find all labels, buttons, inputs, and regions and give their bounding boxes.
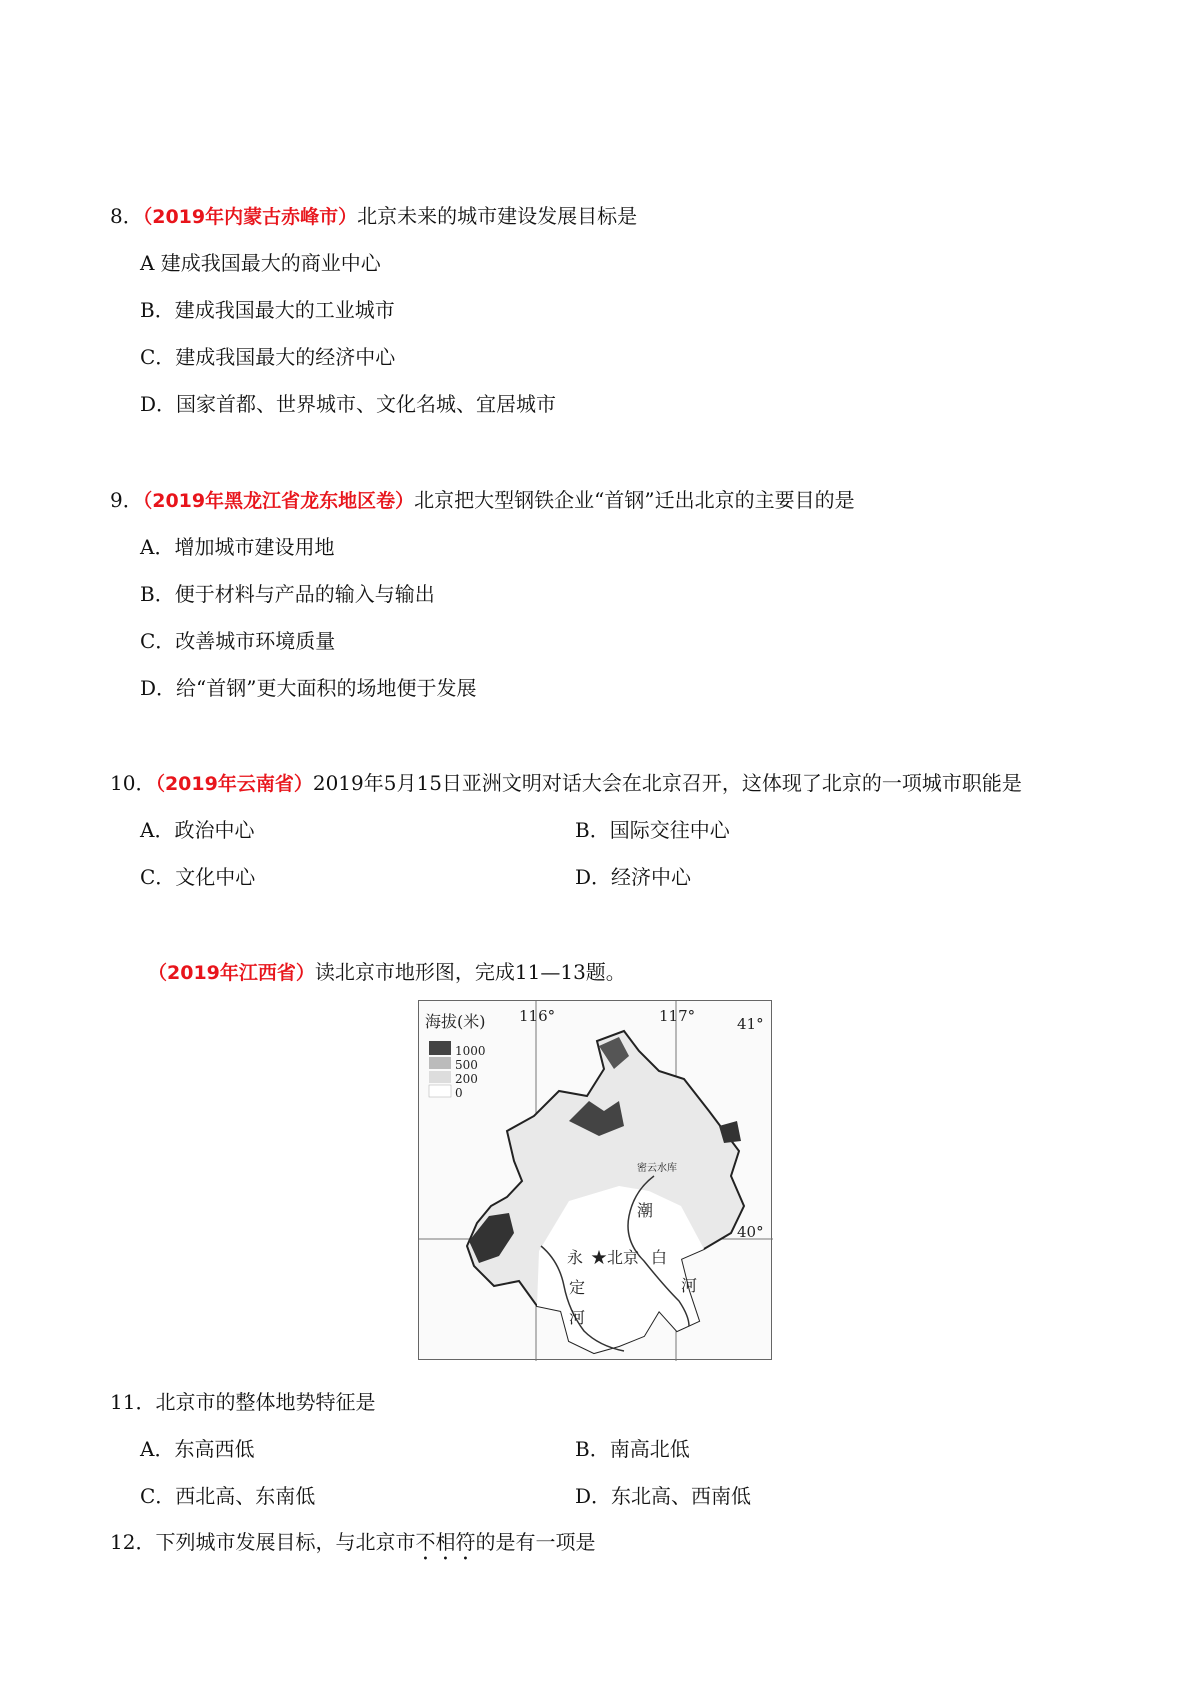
q10-option-d[interactable]: D．经济中心 xyxy=(575,865,692,889)
q11-option-c[interactable]: C．西北高、东南低 xyxy=(140,1484,316,1508)
question-11-stem xyxy=(110,1388,375,1416)
legend-label-1000: 1000 xyxy=(455,1044,486,1058)
question-number: 9． xyxy=(110,488,143,512)
question-source: （2019年内蒙古赤峰市） xyxy=(142,206,358,228)
map-intro xyxy=(148,958,626,987)
intro-text: 读北京市地形图，完成11—13题。 xyxy=(314,960,626,984)
question-number: 10． xyxy=(110,771,156,795)
question-8-stem xyxy=(110,202,637,231)
emphasis-text: 不相符 xyxy=(415,1530,476,1554)
bai-label: 白 xyxy=(651,1248,668,1267)
q10-option-a[interactable]: A．政治中心 xyxy=(140,818,255,842)
legend-swatch-500 xyxy=(429,1057,451,1069)
beijing-terrain-map xyxy=(418,1000,772,1360)
lat-label-40: 40° xyxy=(737,1223,764,1241)
he-label: 河 xyxy=(681,1276,698,1295)
legend-swatch-1000 xyxy=(429,1041,451,1055)
legend-label-0: 0 xyxy=(455,1086,463,1100)
he2-label: 河 xyxy=(569,1308,586,1327)
question-source: （2019年黑龙江省龙东地区卷） xyxy=(142,490,415,512)
question-text: 下列城市发展目标，与北京市 xyxy=(155,1530,416,1554)
q9-option-c[interactable]: C．改善城市环境质量 xyxy=(140,629,336,653)
beijing-label: ★北京 xyxy=(591,1248,640,1267)
q10-option-c[interactable]: C．文化中心 xyxy=(140,865,256,889)
lat-label-41: 41° xyxy=(737,1015,764,1033)
question-text: 北京市的整体地势特征是 xyxy=(155,1390,376,1414)
legend-swatch-200 xyxy=(429,1071,451,1083)
question-12-stem xyxy=(110,1528,595,1565)
q8-option-a[interactable]: A 建成我国最大的商业中心 xyxy=(140,251,381,275)
lon-label-116: 116° xyxy=(519,1007,556,1025)
q8-option-c[interactable]: C．建成我国最大的经济中心 xyxy=(140,345,396,369)
legend-label-500: 500 xyxy=(455,1058,478,1072)
question-number: 8． xyxy=(110,204,143,228)
lon-label-117: 117° xyxy=(659,1007,696,1025)
question-number: 12． xyxy=(110,1530,156,1554)
q10-option-b[interactable]: B．国际交往中心 xyxy=(575,818,730,842)
question-text: 北京把大型钢铁企业“首钢”迁出北京的主要目的是 xyxy=(414,488,855,512)
reservoir-label: 密云水库 xyxy=(637,1163,677,1174)
question-text: 北京未来的城市建设发展目标是 xyxy=(357,204,638,228)
chao-label: 潮 xyxy=(637,1201,654,1220)
question-number: 11． xyxy=(110,1390,156,1414)
q8-option-d[interactable]: D．国家首都、世界城市、文化名城、宜居城市 xyxy=(140,392,557,416)
yong-label: 永 xyxy=(567,1248,584,1267)
question-text-end: 的是有一项是 xyxy=(475,1530,596,1554)
q8-option-b[interactable]: B．建成我国最大的工业城市 xyxy=(140,298,395,322)
legend-swatch-0 xyxy=(429,1085,451,1097)
q9-option-b[interactable]: B．便于材料与产品的输入与输出 xyxy=(140,582,435,606)
q11-option-d[interactable]: D．东北高、西南低 xyxy=(575,1484,752,1508)
question-10-stem xyxy=(110,769,1022,798)
question-9-stem xyxy=(110,486,855,515)
q11-option-b[interactable]: B．南高北低 xyxy=(575,1437,690,1461)
question-source: （2019年云南省） xyxy=(155,773,313,795)
question-text: 2019年5月15日亚洲文明对话大会在北京召开，这体现了北京的一项城市职能是 xyxy=(312,771,1022,795)
terrain-map-graphic xyxy=(419,1001,773,1361)
legend-title: 海拔(米) xyxy=(425,1012,486,1031)
q9-option-d[interactable]: D．给“首钢”更大面积的场地便于发展 xyxy=(140,676,477,700)
intro-source: （2019年江西省） xyxy=(148,962,315,984)
ding-label: 定 xyxy=(569,1278,586,1297)
legend-label-200: 200 xyxy=(455,1072,478,1086)
q11-option-a[interactable]: A．东高西低 xyxy=(140,1437,255,1461)
q9-option-a[interactable]: A．增加城市建设用地 xyxy=(140,535,335,559)
